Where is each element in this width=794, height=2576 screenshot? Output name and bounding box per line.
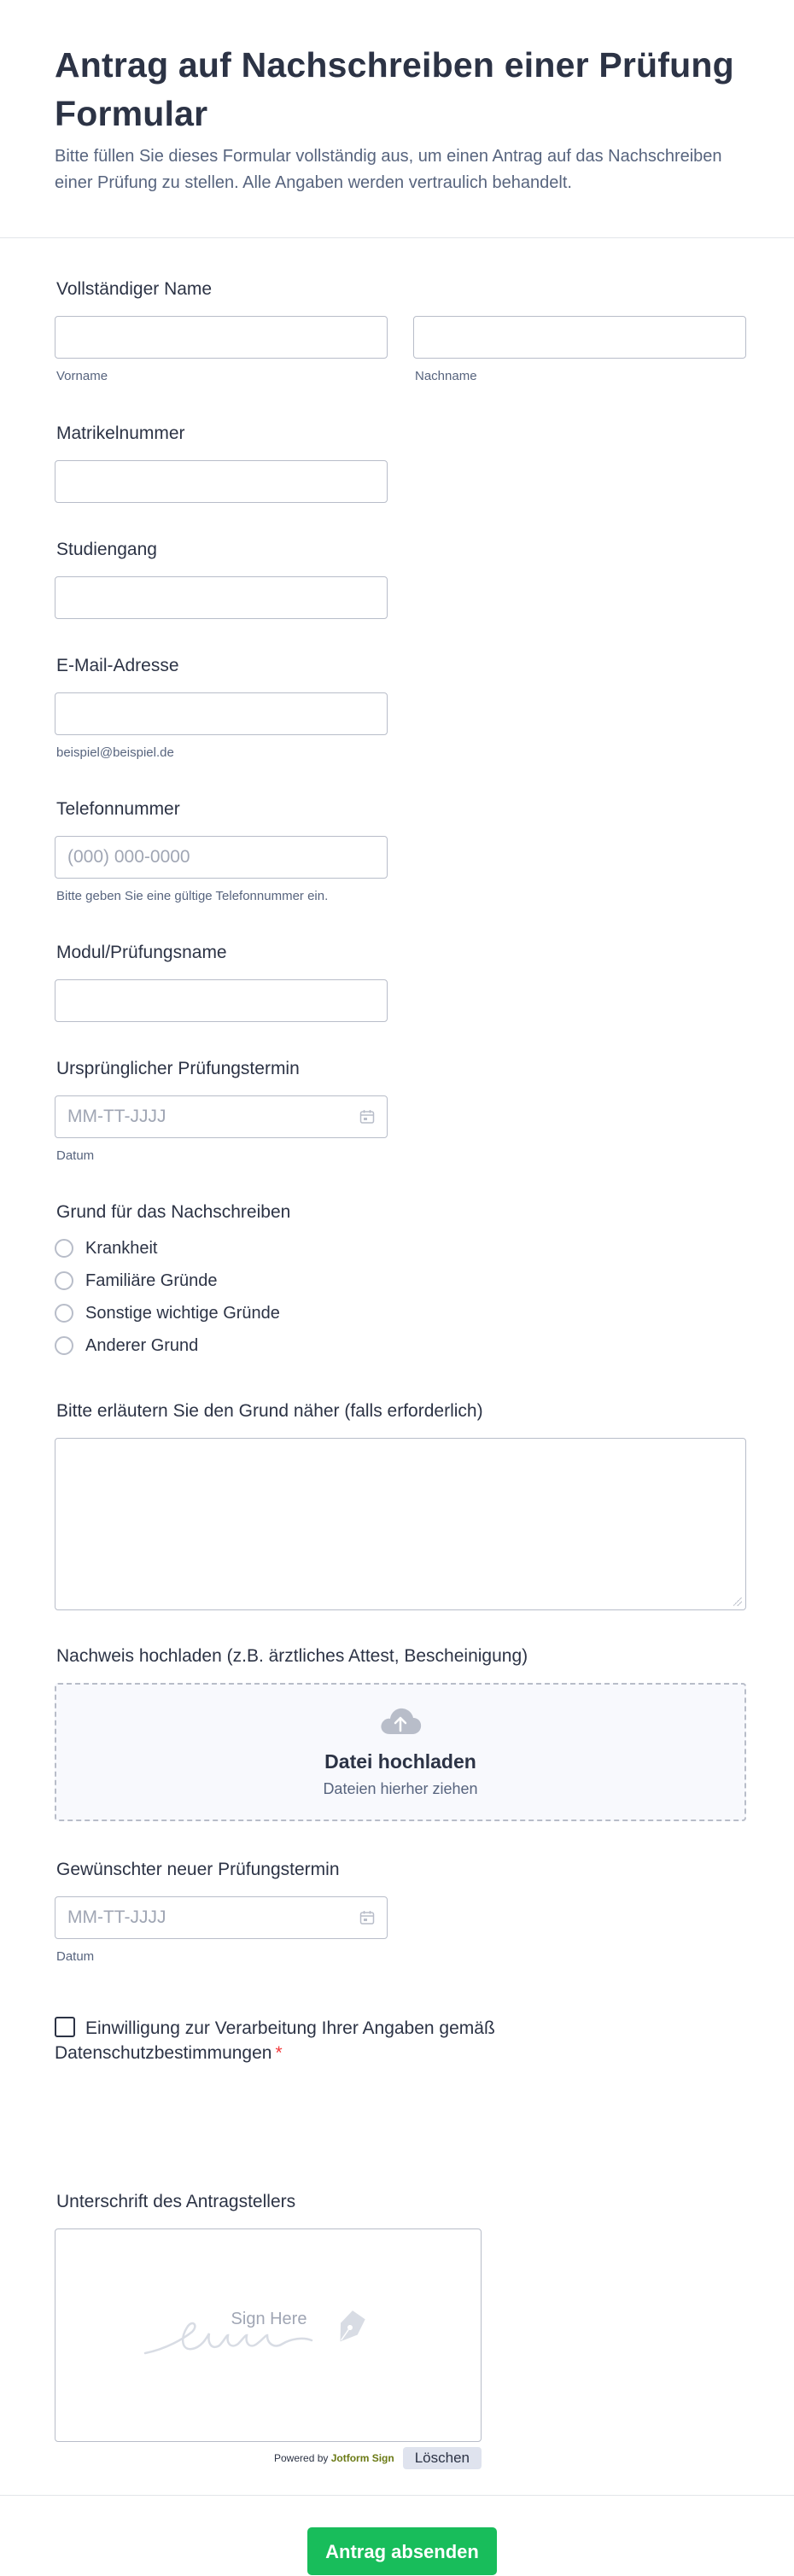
reason-option-familiaer[interactable] <box>55 1265 746 1297</box>
email-field <box>55 655 746 760</box>
email-label: E-Mail-Adresse <box>56 656 179 675</box>
matrikel-label: Matrikelnummer <box>56 423 185 443</box>
signature-field <box>55 2191 746 2469</box>
footer-divider <box>0 2495 794 2496</box>
full-name-field <box>55 278 746 383</box>
original-date-label: Ursprünglicher Prüfungstermin <box>56 1059 300 1078</box>
first-name-input[interactable] <box>55 316 388 359</box>
consent-text: Einwilligung zur Verarbeitung Ihrer Angaben gemäß Datenschutzbestimmungen <box>55 2018 495 2063</box>
reason-option-sonstige[interactable] <box>55 1297 746 1329</box>
reason-option-anderer[interactable] <box>55 1329 746 1362</box>
phone-sublabel: Bitte geben Sie eine gültige Telefonnummer ein. <box>56 889 329 903</box>
signature-label: Unterschrift des Antragstellers <box>56 2192 296 2211</box>
signature-placeholder-graphic <box>55 2229 482 2443</box>
form-title: Antrag auf Nachschreiben einer Prüfung Formular <box>55 45 734 133</box>
upload-subtitle: Dateien hierher ziehen <box>323 1780 478 1797</box>
upload-title: Datei hochladen <box>324 1750 476 1773</box>
radio-button[interactable] <box>55 1271 73 1290</box>
calendar-icon[interactable] <box>359 1109 375 1124</box>
modul-input[interactable] <box>55 979 388 1022</box>
modul-field <box>55 942 746 1022</box>
last-name-sublabel: Nachname <box>415 369 477 383</box>
details-textarea[interactable] <box>55 1438 746 1610</box>
phone-field <box>55 798 746 903</box>
upload-dropzone[interactable] <box>55 1683 746 1821</box>
clear-signature-button[interactable]: Löschen <box>403 2447 482 2469</box>
original-date-input[interactable] <box>55 1095 388 1138</box>
details-field <box>55 1400 746 1610</box>
radio-button[interactable] <box>55 1239 73 1258</box>
new-date-input[interactable] <box>55 1896 388 1939</box>
calendar-icon[interactable] <box>359 1910 375 1925</box>
full-name-label: Vollständiger Name <box>56 279 213 299</box>
reason-option-label: Krankheit <box>85 1238 158 1258</box>
email-input[interactable] <box>55 692 388 735</box>
form-header <box>0 0 794 238</box>
upload-label: Nachweis hochladen (z.B. ärztliches Attest, Bescheinigung) <box>56 1646 528 1666</box>
upload-field <box>55 1645 746 1821</box>
resize-handle[interactable] <box>733 1598 742 1606</box>
first-name-sublabel: Vorname <box>56 369 108 383</box>
signature-placeholder: Sign Here <box>231 2310 307 2328</box>
last-name-input[interactable] <box>413 316 746 359</box>
modul-label: Modul/Prüfungsname <box>56 943 227 962</box>
reason-option-krankheit[interactable] <box>55 1232 746 1265</box>
original-date-sublabel: Datum <box>56 1148 95 1163</box>
phone-input[interactable]: (000) 000-0000 <box>55 836 388 879</box>
details-label: Bitte erläutern Sie den Grund näher (falls erforderlich) <box>56 1401 483 1421</box>
phone-label: Telefonnummer <box>56 799 180 819</box>
consent-checkbox[interactable] <box>55 2017 75 2037</box>
reason-option-label: Familiäre Gründe <box>85 1270 218 1290</box>
original-date-field <box>55 1058 746 1163</box>
new-date-label: Gewünschter neuer Prüfungstermin <box>56 1860 340 1879</box>
powered-by-brand: Jotform Sign <box>330 2452 394 2464</box>
original-date-placeholder: MM-TT-JJJJ <box>67 1107 166 1126</box>
studiengang-label: Studiengang <box>56 540 157 559</box>
powered-by-prefix: Powered by <box>274 2452 329 2464</box>
powered-by <box>274 2452 394 2464</box>
radio-button[interactable] <box>55 1304 73 1323</box>
new-date-sublabel: Datum <box>56 1949 95 1964</box>
signature-pad[interactable] <box>55 2228 482 2442</box>
form-subtitle: Bitte füllen Sie dieses Formular vollständig aus, um einen Antrag auf das Nachschreiben einer Prüfung zu stellen. Alle Angaben werden vertraulich behandelt. <box>55 147 722 192</box>
consent-field <box>55 2016 533 2065</box>
radio-button[interactable] <box>55 1336 73 1355</box>
new-date-placeholder: MM-TT-JJJJ <box>67 1907 166 1927</box>
submit-button[interactable]: Antrag absenden <box>307 2527 497 2575</box>
matrikel-field <box>55 423 746 503</box>
new-date-field <box>55 1859 746 1964</box>
signature-footer <box>55 2447 482 2469</box>
required-mark: * <box>275 2043 283 2063</box>
cloud-upload-icon <box>378 1705 423 1736</box>
studiengang-field <box>55 539 746 619</box>
reason-label: Grund für das Nachschreiben <box>56 1202 291 1222</box>
email-sublabel: beispiel@beispiel.de <box>56 745 174 760</box>
reason-option-label: Anderer Grund <box>85 1335 199 1355</box>
reason-field <box>55 1201 746 1362</box>
reason-option-label: Sonstige wichtige Gründe <box>85 1303 280 1323</box>
studiengang-input[interactable] <box>55 576 388 619</box>
matrikel-input[interactable] <box>55 460 388 503</box>
